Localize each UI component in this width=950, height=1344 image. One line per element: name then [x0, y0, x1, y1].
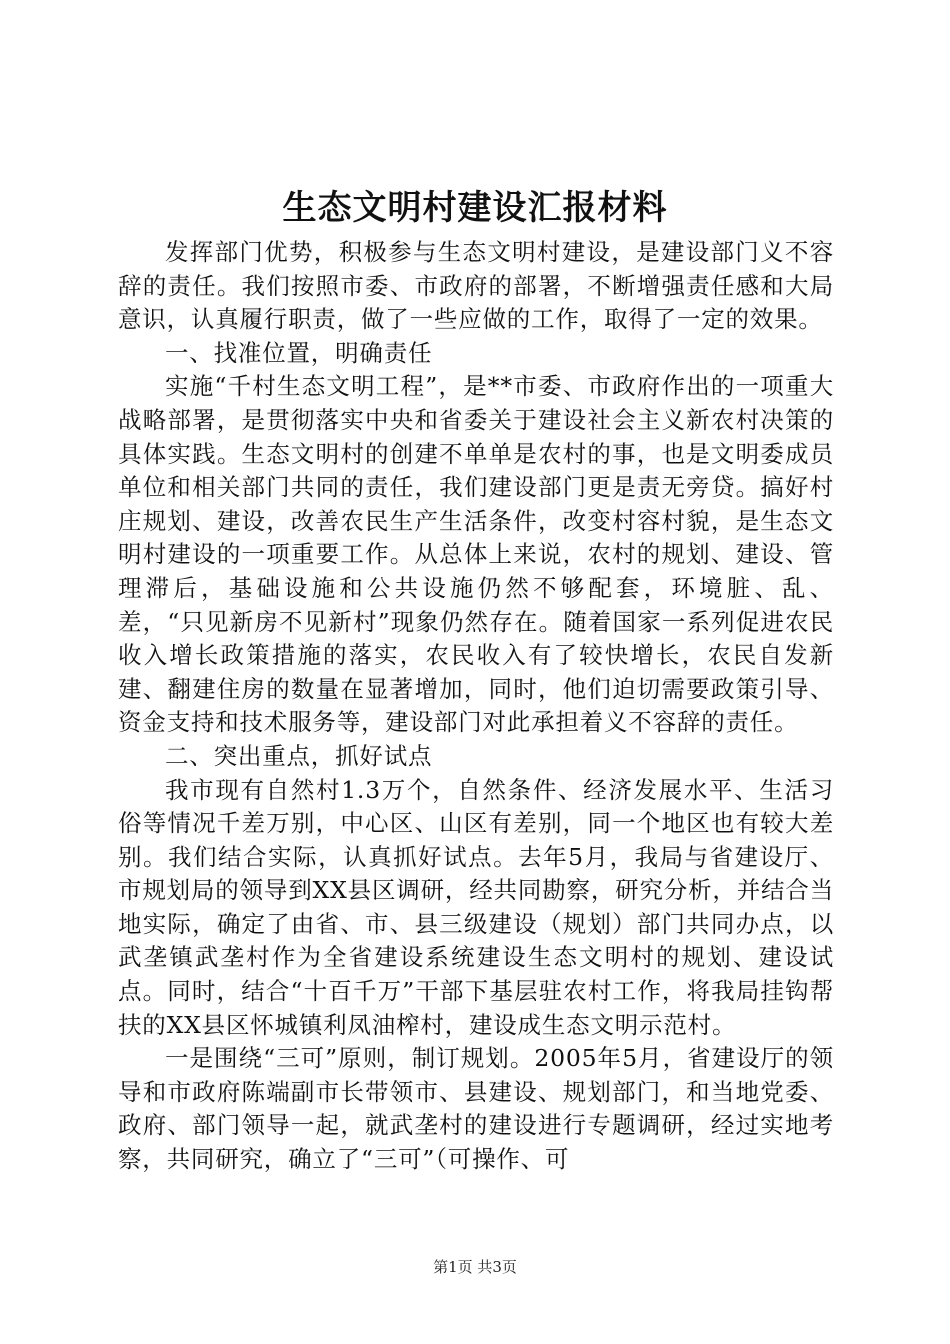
paragraph-section-2: 我市现有自然村1.3万个，自然条件、经济发展水平、生活习俗等情况千差万别，中心区、山区有差别，同一个地区也有较大差别。我们结合实际，认真抓好试点。去年5月，我局与省建设厅、市规划局的领导到XX县区调研，经共同勘察，研究分析，并结合当地实际，确定了由省、市、县三级建设（规划）部门共同办点，以武垄镇武垄村作为全省建设系统建设生态文明村的规划、建设试点。同时，结合“十百千万”干部下基层驻农村工作，将我局挂钩帮扶的XX县区怀城镇利凤油榨村，建设成生态文明示范村。 — [118, 775, 834, 1039]
section-heading-1: 一、找准位置，明确责任 — [165, 338, 433, 367]
section-heading-2: 二、突出重点，抓好试点 — [165, 741, 433, 770]
document-body — [118, 236, 834, 1177]
paragraph-section-1: 实施“千村生态文明工程”，是**市委、市政府作出的一项重大战略部署，是贯彻落实中央和省委关于建设社会主义新农村决策的具体实践。生态文明村的创建不单单是农村的事，也是文明委成员单位和相关部门共同的责任，我们建设部门更是责无旁贷。搞好村庄规划、建设，改善农民生产生活条件，改变村容村貌，是生态文明村建设的一项重要工作。从总体上来说，农村的规划、建设、管理滞后，基础设施和公共设施仍然不够配套，环境脏、乱、差，“只见新房不见新村”现象仍然存在。随着国家一系列促进农民收入增长政策措施的落实，农民收入有了较快增长，农民自发新建、翻建住房的数量在显著增加，同时，他们迫切需要政策引导、资金支持和技术服务等，建设部门对此承担着义不容辞的责任。 — [118, 372, 834, 737]
page-number-footer: 第1页 共3页 — [433, 1258, 517, 1276]
paragraph-subsection-1: 一是围绕“三可”原则，制订规划。2005年5月，省建设厅的领导和市政府陈端副市长带领市、县建设、规划部门，和当地党委、政府、部门领导一起，就武垄村的建设进行专题调研，经过实地考察，共同研究，确立了“三可”（可操作、可 — [118, 1044, 834, 1174]
document-title: 生态文明村建设汇报材料 — [282, 188, 668, 228]
paragraph-intro: 发挥部门优势，积极参与生态文明村建设，是建设部门义不容辞的责任。我们按照市委、市政府的部署，不断增强责任感和大局意识，认真履行职责，做了一些应做的工作，取得了一定的效果。 — [118, 238, 834, 334]
